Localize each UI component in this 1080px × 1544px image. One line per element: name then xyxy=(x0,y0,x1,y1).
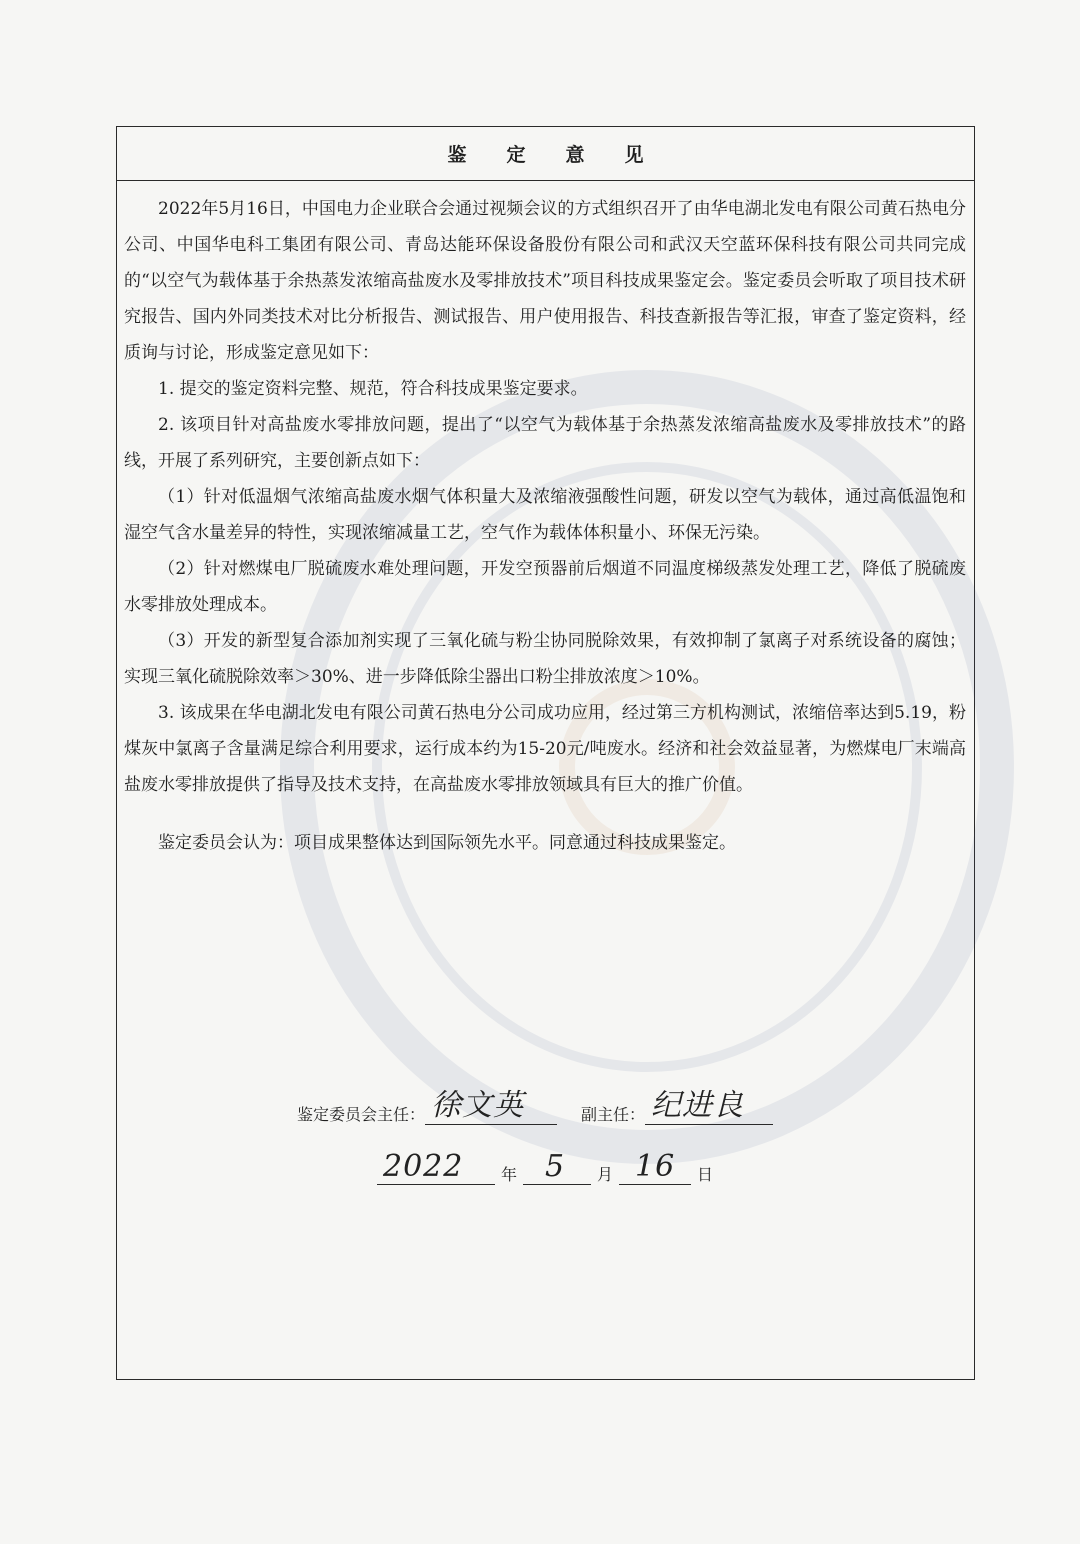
vice-chair-signature-name: 纪进良 xyxy=(651,1088,745,1123)
paragraph-item-3: 3. 该成果在华电湖北发电有限公司黄石热电分公司成功应用，经过第三方机构测试，浓缩倍率达到5.19，粉煤灰中氯离子含量满足综合利用要求，运行成本约为15-20元/吨废水。经济和社会效益显著，为燃煤电厂末端高盐废水零排放提供了指导及技术支持，在高盐废水零排放领域具有巨大的推广价值。 xyxy=(124,703,966,795)
paragraph-item-2: 2. 该项目针对高盐废水零排放问题，提出了“以空气为载体基于余热蒸发浓缩高盐废水及零排放技术”的路线，开展了系列研究，主要创新点如下： xyxy=(124,415,966,471)
page-title: 鉴定意见 xyxy=(447,144,684,166)
year-slot xyxy=(377,1144,495,1185)
paragraph-conclusion: 鉴定委员会认为：项目成果整体达到国际领先水平。同意通过科技成果鉴定。 xyxy=(158,833,736,853)
appraisal-form xyxy=(116,126,975,1380)
paragraph-sub-1: （1）针对低温烟气浓缩高盐废水烟气体积量大及浓缩液强酸性问题，研发以空气为载体，通过高低温饱和湿空气含水量差异的特性，实现浓缩减量工艺，空气作为载体体积量小、环保无污染。 xyxy=(124,487,966,543)
chair-label: 鉴定委员会主任： xyxy=(297,1105,426,1124)
date-row xyxy=(377,1139,713,1185)
month-value: 5 xyxy=(545,1149,566,1184)
title-row xyxy=(117,127,974,181)
paragraph-intro: 2022年5月16日，中国电力企业联合会通过视频会议的方式组织召开了由华电湖北发电有限公司黄石热电分公司、中国华电科工集团有限公司、青岛达能环保设备股份有限公司和武汉天空蓝环保科技有限公司共同完成的“以空气为载体基于余热蒸发浓缩高盐废水及零排放技术”项目科技成果鉴定会。鉴定委员会听取了项目技术研究报告、国内外同类技术对比分析报告、测试报告、用户使用报告、科技查新报告等汇报，审查了鉴定资料，经质询与讨论，形成鉴定意见如下： xyxy=(124,199,966,363)
year-label: 年 xyxy=(501,1165,518,1184)
year-value: 2022 xyxy=(383,1149,464,1184)
paragraph-item-1: 1. 提交的鉴定资料完整、规范，符合科技成果鉴定要求。 xyxy=(158,379,588,399)
vice-chair-signature xyxy=(645,1084,773,1125)
paragraph-sub-2: （2）针对燃煤电厂脱硫废水难处理问题，开发空预器前后烟道不同温度梯级蒸发处理工艺，降低了脱硫废水零排放处理成本。 xyxy=(124,559,966,615)
paragraph-sub-3: （3）开发的新型复合添加剂实现了三氧化硫与粉尘协同脱除效果，有效抑制了氯离子对系统设备的腐蚀；实现三氧化硫脱除效率＞30%、进一步降低除尘器出口粉尘排放浓度＞10%。 xyxy=(124,631,966,687)
chair-signature xyxy=(425,1084,557,1125)
opinion-body xyxy=(124,191,966,861)
vice-chair-label: 副主任： xyxy=(581,1105,646,1124)
day-slot xyxy=(619,1144,691,1185)
day-value: 16 xyxy=(635,1149,676,1184)
signature-row xyxy=(297,1079,773,1125)
day-label: 日 xyxy=(697,1165,714,1184)
chair-signature-name: 徐文英 xyxy=(431,1088,525,1123)
month-slot xyxy=(523,1144,591,1185)
month-label: 月 xyxy=(597,1165,614,1184)
